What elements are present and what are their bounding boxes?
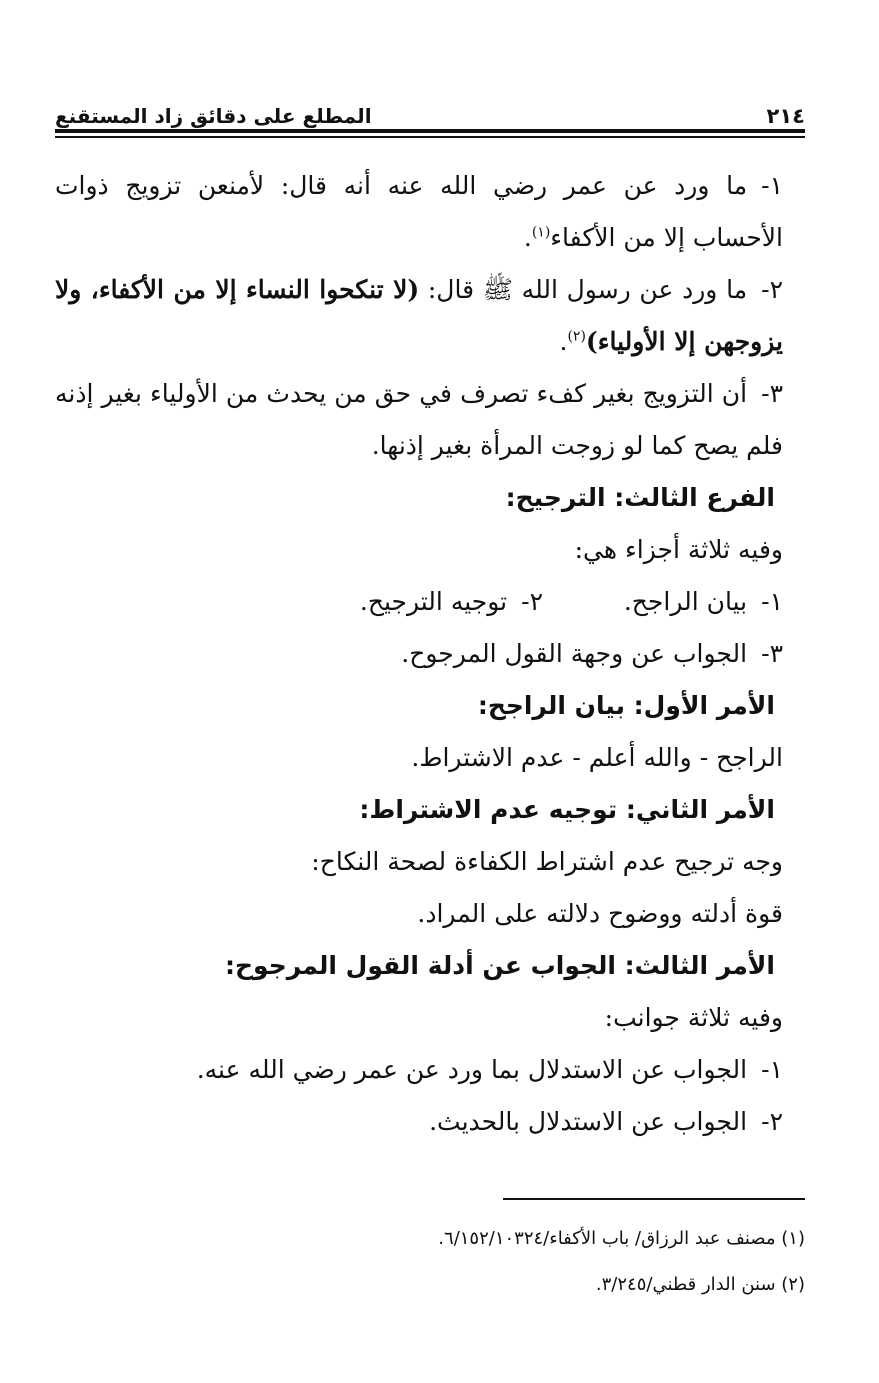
evidence-text: أن التزويج بغير كفء تصرف في حق من يحدث من الأولياء بغير إذنه فلم يصح كما لو زوجت المرأة بغير إذنها. — [55, 379, 783, 460]
item-number: ٢- — [521, 587, 543, 616]
footnote-ref[interactable]: (١) — [531, 224, 551, 241]
matter-3-item-2 — [55, 1096, 805, 1148]
hadith-quote: (لا تنكحوا النساء إلا من الأكفاء، ولا يزوجهن إلا الأولياء) — [55, 275, 783, 356]
footnote-1 — [55, 1216, 805, 1262]
footnotes — [55, 1216, 805, 1308]
evidence-item-2 — [55, 264, 805, 368]
parts-row — [55, 576, 805, 628]
item-label: الجواب عن الاستدلال بما ورد عن عمر رضي الله عنه. — [196, 1055, 748, 1084]
matter-3-item-1 — [55, 1044, 805, 1096]
book-page — [55, 0, 805, 1383]
footnote-number: (١) — [781, 1228, 805, 1249]
matter-2-line-1: وجه ترجيح عدم اشتراط الكفاءة لصحة النكاح: — [311, 847, 783, 876]
item-number: ٢- — [761, 1107, 783, 1136]
main-text — [55, 160, 805, 1148]
evidence-intro: ما ورد عن رسول الله ﷺ قال: — [427, 275, 748, 304]
footnote-2 — [55, 1262, 805, 1308]
header-rule — [55, 129, 805, 133]
part-label: بيان الراجح. — [623, 587, 748, 616]
item-label: الجواب عن الاستدلال بالحديث. — [429, 1107, 748, 1136]
section-heading-tarjih: الفرع الثالث: الترجيح: — [505, 483, 775, 512]
footnote-text: مصنف عبد الرزاق/ باب الأكفاء/٦/١٥٢/١٠٣٢٤. — [438, 1228, 776, 1249]
item-number: ١- — [761, 587, 783, 616]
matter-2-heading: الأمر الثاني: توجيه عدم الاشتراط: — [359, 795, 775, 824]
footnote-separator — [503, 1198, 805, 1200]
evidence-text: ما ورد عن عمر رضي الله عنه أنه قال: لأمنعن تزويج ذوات الأحساب إلا من الأكفاء — [55, 171, 783, 252]
part-item-2 — [360, 576, 543, 628]
page-number: ٢١٤ — [766, 104, 805, 128]
matter-1-heading: الأمر الأول: بيان الراجح: — [477, 691, 775, 720]
item-number: ١- — [761, 171, 783, 200]
footnote-text: سنن الدار قطني/٣/٢٤٥. — [595, 1274, 776, 1295]
evidence-item-1 — [55, 160, 805, 264]
book-title: المطلع على دقائق زاد المستقنع — [55, 104, 372, 128]
item-number: ٢- — [761, 275, 783, 304]
part-label: توجيه الترجيح. — [359, 587, 508, 616]
sentence-end: . — [559, 327, 568, 356]
footnote-number: (٢) — [781, 1274, 805, 1295]
section-intro: وفيه ثلاثة أجزاء هي: — [574, 535, 783, 564]
matter-3-intro: وفيه ثلاثة جوانب: — [604, 1003, 783, 1032]
item-number: ١- — [761, 1055, 783, 1084]
part-item-3 — [55, 628, 805, 680]
footnote-ref[interactable]: (٢) — [567, 328, 586, 345]
matter-3-heading: الأمر الثالث: الجواب عن أدلة القول المرجوح: — [225, 951, 775, 980]
matter-2-line-2: قوة أدلته ووضوح دلالته على المراد. — [417, 899, 783, 928]
header-rule-thin — [55, 136, 805, 138]
evidence-item-3 — [55, 368, 805, 472]
part-item-1 — [543, 576, 783, 628]
part-label: الجواب عن وجهة القول المرجوح. — [401, 639, 748, 668]
matter-1-text: الراجح - والله أعلم - عدم الاشتراط. — [411, 743, 783, 772]
item-number: ٣- — [761, 639, 783, 668]
running-header — [55, 92, 805, 128]
sentence-end: . — [523, 223, 532, 252]
item-number: ٣- — [761, 379, 783, 408]
